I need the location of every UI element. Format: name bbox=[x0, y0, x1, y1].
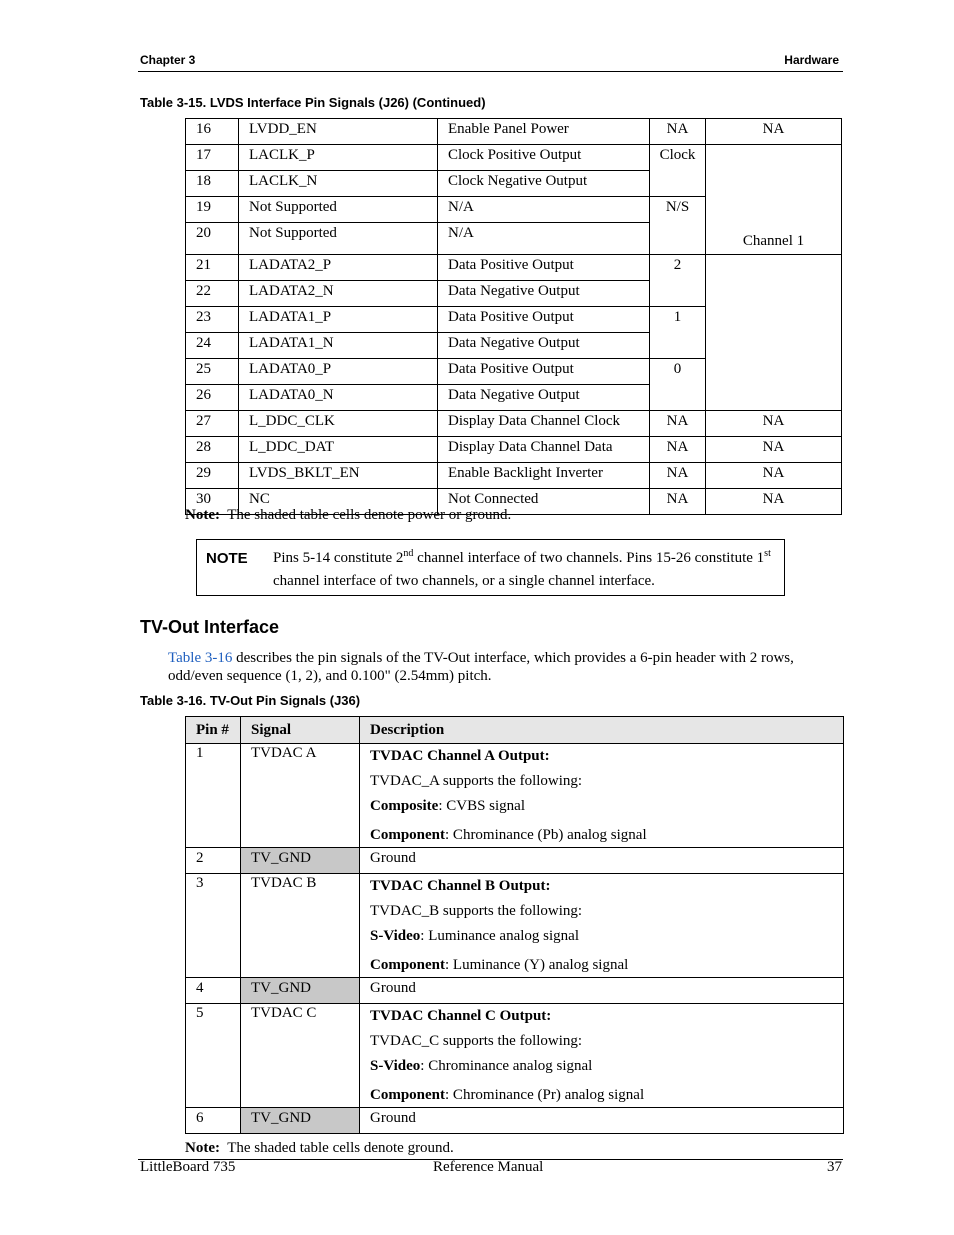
note-text-part: Pins 5-14 constitute 2 bbox=[273, 550, 404, 566]
lane-cell-empty bbox=[706, 255, 842, 411]
paragraph-text: describes the pin signals of the TV-Out interface, which provides a 6-pin header with 2 rows, odd/even sequence (1, 2), and 0.100" (2.54mm) pitch. bbox=[168, 650, 794, 684]
output-title: TVDAC Channel C Output: bbox=[370, 1008, 552, 1024]
pin-cell: 22 bbox=[186, 281, 239, 307]
description-cell: Ground bbox=[360, 848, 844, 874]
signal-cell: TVDAC A bbox=[241, 744, 360, 848]
pin-cell: 6 bbox=[186, 1108, 241, 1134]
pin-cell: 16 bbox=[186, 119, 239, 145]
description-cell: Data Positive Output bbox=[438, 255, 650, 281]
table-reference-link[interactable]: Table 3-16 bbox=[168, 650, 233, 666]
signal-cell: LADATA0_P bbox=[239, 359, 438, 385]
table-row bbox=[186, 848, 844, 874]
pin-cell: 18 bbox=[186, 171, 239, 197]
ordinal-superscript: nd bbox=[403, 548, 414, 559]
pin-cell: 1 bbox=[186, 744, 241, 848]
signal-cell: LACLK_P bbox=[239, 145, 438, 171]
note-callout-text bbox=[273, 547, 778, 593]
signal-cell: LADATA1_N bbox=[239, 333, 438, 359]
pin-cell: 17 bbox=[186, 145, 239, 171]
supports-text: TVDAC_A supports the following: bbox=[370, 773, 583, 789]
footer-manual-title: Reference Manual bbox=[433, 1159, 544, 1175]
note-callout-label: NOTE bbox=[206, 550, 248, 567]
channel-cell: NA bbox=[650, 463, 706, 489]
pin-cell: 30 bbox=[186, 489, 239, 515]
pin-cell: 19 bbox=[186, 197, 239, 223]
pin-cell: 3 bbox=[186, 874, 241, 978]
running-header-section: Hardware bbox=[784, 53, 839, 67]
description-cell: N/A bbox=[438, 197, 650, 223]
pin-cell: 28 bbox=[186, 437, 239, 463]
note-text-part: channel interface of two channels. Pins 15-26 constitute 1 bbox=[413, 550, 765, 566]
pin-cell: 25 bbox=[186, 359, 239, 385]
description-cell: Data Positive Output bbox=[438, 359, 650, 385]
footer-product-name: LittleBoard 735 bbox=[140, 1159, 236, 1175]
pin-cell: 5 bbox=[186, 1004, 241, 1108]
description-cell: Data Negative Output bbox=[438, 333, 650, 359]
column-header-pin: Pin # bbox=[186, 717, 241, 744]
signal-type: Component bbox=[370, 957, 446, 973]
description-cell bbox=[360, 874, 844, 978]
note-label: Note: bbox=[185, 1140, 220, 1156]
signal-type: S-Video bbox=[370, 1058, 421, 1074]
signal-line bbox=[370, 955, 843, 975]
table-15-note bbox=[185, 507, 511, 524]
lane-cell: NA bbox=[706, 489, 842, 515]
table-row bbox=[186, 1108, 844, 1134]
description-cell: Enable Backlight Inverter bbox=[438, 463, 650, 489]
table-header-row bbox=[186, 717, 844, 744]
signal-cell: L_DDC_DAT bbox=[239, 437, 438, 463]
description-cell bbox=[360, 744, 844, 848]
table-16-caption: Table 3-16. TV-Out Pin Signals (J36) bbox=[140, 693, 361, 708]
signal-cell-shaded: TV_GND bbox=[241, 848, 360, 874]
supports-text: TVDAC_B supports the following: bbox=[370, 903, 583, 919]
lane-cell: NA bbox=[706, 437, 842, 463]
description-cell: Data Negative Output bbox=[438, 385, 650, 411]
description-cell: Ground bbox=[360, 1108, 844, 1134]
signal-cell: LVDS_BKLT_EN bbox=[239, 463, 438, 489]
signal-cell: L_DDC_CLK bbox=[239, 411, 438, 437]
signal-detail: : Chrominance (Pr) analog signal bbox=[445, 1087, 645, 1103]
channel-cell: NA bbox=[650, 411, 706, 437]
channel-cell: NA bbox=[650, 489, 706, 515]
note-text: The shaded table cells denote ground. bbox=[227, 1140, 454, 1156]
signal-cell: LADATA0_N bbox=[239, 385, 438, 411]
signal-type: Composite bbox=[370, 798, 439, 814]
description-cell: Enable Panel Power bbox=[438, 119, 650, 145]
signal-cell: TVDAC C bbox=[241, 1004, 360, 1108]
signal-cell: LVDD_EN bbox=[239, 119, 438, 145]
section-heading: TV-Out Interface bbox=[140, 617, 280, 637]
pin-cell: 26 bbox=[186, 385, 239, 411]
signal-type: Component bbox=[370, 827, 446, 843]
table-row bbox=[186, 255, 842, 281]
channel-cell: NA bbox=[650, 437, 706, 463]
signal-cell: NC bbox=[239, 489, 438, 515]
tv-out-pin-table bbox=[185, 716, 844, 1134]
lane-cell: NA bbox=[706, 119, 842, 145]
pin-cell: 2 bbox=[186, 848, 241, 874]
signal-cell: Not Supported bbox=[239, 197, 438, 223]
pin-cell: 20 bbox=[186, 223, 239, 255]
channel-cell: 2 bbox=[650, 255, 706, 307]
pin-cell: 4 bbox=[186, 978, 241, 1004]
supports-text: TVDAC_C supports the following: bbox=[370, 1033, 583, 1049]
pin-cell: 27 bbox=[186, 411, 239, 437]
lvds-pin-table bbox=[185, 118, 842, 515]
note-label: Note: bbox=[185, 507, 220, 523]
table-16-note bbox=[185, 1140, 454, 1157]
table-row bbox=[186, 874, 844, 978]
note-text-part: channel interface of two channels, or a single channel interface. bbox=[273, 573, 655, 589]
channel-cell: NA bbox=[650, 119, 706, 145]
description-cell: Data Positive Output bbox=[438, 307, 650, 333]
description-cell: Clock Negative Output bbox=[438, 171, 650, 197]
pin-cell: 29 bbox=[186, 463, 239, 489]
signal-detail: : Luminance (Y) analog signal bbox=[445, 957, 629, 973]
signal-line bbox=[370, 825, 843, 845]
table-15-caption: Table 3-15. LVDS Interface Pin Signals (J26) (Continued) bbox=[140, 95, 486, 110]
description-cell: N/A bbox=[438, 223, 650, 255]
table-row bbox=[186, 145, 842, 171]
description-cell: Ground bbox=[360, 978, 844, 1004]
signal-detail: : Luminance analog signal bbox=[420, 928, 579, 944]
note-text: The shaded table cells denote power or ground. bbox=[227, 507, 512, 523]
signal-type: S-Video bbox=[370, 928, 421, 944]
table-row bbox=[186, 1004, 844, 1108]
signal-detail: : Chrominance analog signal bbox=[420, 1058, 593, 1074]
signal-detail: : Chrominance (Pb) analog signal bbox=[445, 827, 647, 843]
signal-line bbox=[370, 1085, 843, 1105]
running-header-chapter: Chapter 3 bbox=[140, 53, 196, 67]
header-rule bbox=[138, 71, 843, 72]
channel-cell: 0 bbox=[650, 359, 706, 411]
note-callout bbox=[196, 539, 785, 596]
description-cell bbox=[360, 1004, 844, 1108]
pin-cell: 23 bbox=[186, 307, 239, 333]
table-row bbox=[186, 119, 842, 145]
signal-line bbox=[370, 796, 843, 821]
signal-cell: LADATA2_N bbox=[239, 281, 438, 307]
signal-cell: Not Supported bbox=[239, 223, 438, 255]
signal-cell: LADATA2_P bbox=[239, 255, 438, 281]
signal-type: Component bbox=[370, 1087, 446, 1103]
description-cell: Not Connected bbox=[438, 489, 650, 515]
column-header-description: Description bbox=[360, 717, 844, 744]
table-row bbox=[186, 411, 842, 437]
ordinal-superscript: st bbox=[764, 548, 771, 559]
signal-cell-shaded: TV_GND bbox=[241, 1108, 360, 1134]
lane-cell: Channel 1 bbox=[706, 145, 842, 255]
lane-cell: NA bbox=[706, 411, 842, 437]
signal-cell: TVDAC B bbox=[241, 874, 360, 978]
description-cell: Data Negative Output bbox=[438, 281, 650, 307]
output-title: TVDAC Channel B Output: bbox=[370, 878, 551, 894]
description-cell: Clock Positive Output bbox=[438, 145, 650, 171]
pin-cell: 24 bbox=[186, 333, 239, 359]
signal-cell: LADATA1_P bbox=[239, 307, 438, 333]
signal-cell-shaded: TV_GND bbox=[241, 978, 360, 1004]
table-row bbox=[186, 744, 844, 848]
signal-detail: : CVBS signal bbox=[438, 798, 526, 814]
signal-cell: LACLK_N bbox=[239, 171, 438, 197]
output-title: TVDAC Channel A Output: bbox=[370, 748, 550, 764]
signal-line bbox=[370, 1056, 843, 1081]
signal-line bbox=[370, 926, 843, 951]
channel-cell: N/S bbox=[650, 197, 706, 255]
page-number: 37 bbox=[827, 1159, 842, 1175]
table-row bbox=[186, 437, 842, 463]
table-row bbox=[186, 463, 842, 489]
column-header-signal: Signal bbox=[241, 717, 360, 744]
channel-cell: Clock bbox=[650, 145, 706, 197]
lane-cell: NA bbox=[706, 463, 842, 489]
pin-cell: 21 bbox=[186, 255, 239, 281]
description-cell: Display Data Channel Clock bbox=[438, 411, 650, 437]
table-row bbox=[186, 978, 844, 1004]
description-cell: Display Data Channel Data bbox=[438, 437, 650, 463]
section-paragraph bbox=[168, 649, 838, 685]
channel-cell: 1 bbox=[650, 307, 706, 359]
